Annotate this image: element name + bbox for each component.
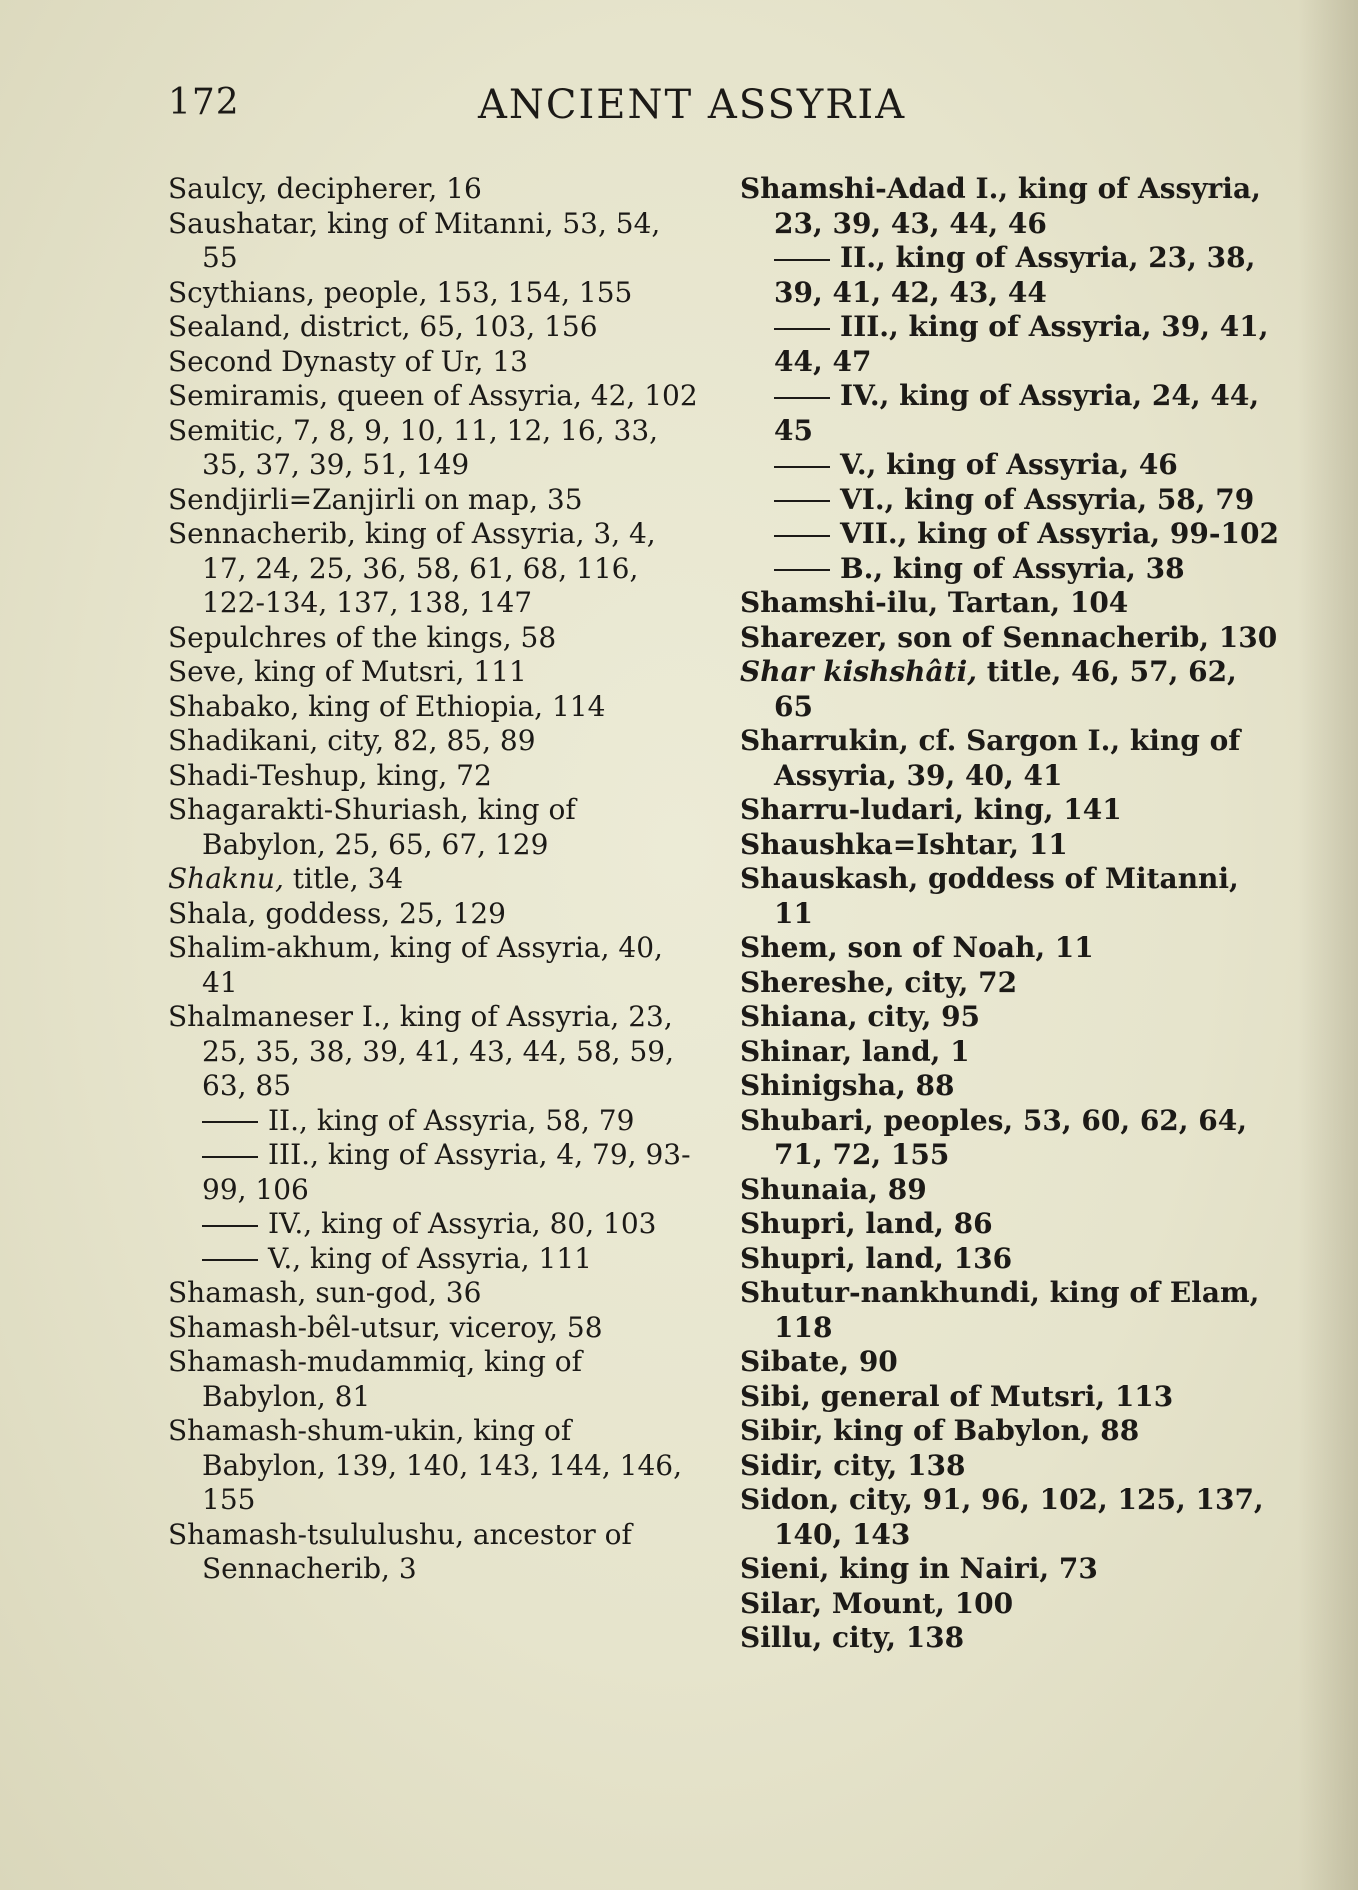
entry-heading: III., [268, 1138, 319, 1171]
entry-references: city, 72 [894, 965, 1018, 999]
entry-heading: Shamash-tsululushu, [168, 1517, 464, 1551]
index-entry [740, 1000, 1280, 1035]
entry-references: king of Assyria, 80, 103 [312, 1207, 657, 1240]
entry-heading: Semiramis, [168, 379, 329, 412]
entry-references: district, 65, 103, 156 [290, 310, 598, 343]
index-entry [168, 414, 698, 483]
entry-references: land, 86 [855, 1207, 993, 1240]
entry-heading: Sibate, [740, 1345, 850, 1378]
index-entry [168, 379, 698, 414]
index-entry [168, 517, 698, 621]
entry-heading: Shauskash, [740, 862, 919, 895]
index-subentry [168, 1242, 698, 1277]
index-entry [168, 690, 698, 725]
entry-heading: Shabako, [168, 689, 300, 723]
index-entry [740, 793, 1280, 828]
index-entry [740, 1069, 1280, 1104]
index-entry [740, 1242, 1280, 1277]
index-subentry [168, 1104, 698, 1139]
entry-references: king of Mitanni, 53, 54, 55 [202, 206, 661, 274]
entry-references: general of Mutsri, 113 [810, 1379, 1174, 1413]
entry-heading: Sibi, [740, 1379, 811, 1413]
entry-references: title, 34 [283, 862, 404, 895]
entry-references: peoples, 53, 60, 62, 64, 71, 72, 155 [774, 1103, 1247, 1171]
entry-references: decipherer, 16 [267, 172, 482, 205]
entry-heading: Shutur-nankhundi, [740, 1276, 1040, 1309]
entry-references: 88 [905, 1069, 955, 1102]
entry-references: viceroy, 58 [440, 1310, 603, 1344]
entry-heading: Second Dynasty of Ur, [168, 344, 484, 378]
index-entry [168, 621, 698, 656]
entry-references: city, 138 [822, 1621, 965, 1654]
entry-references: 7, 8, 9, 10, 11, 12, 16, 33, 35, 37, 39, 51, 149 [202, 413, 659, 481]
entry-references: king of Assyria, 46 [876, 448, 1178, 481]
entry-heading: Sepulchres [168, 620, 327, 654]
entry-heading: Shamshi-Adad I., [740, 172, 1009, 205]
index-column-left [168, 172, 698, 1587]
index-entry [168, 1414, 698, 1518]
page-number: 172 [168, 82, 240, 123]
entry-heading: Shubari, [740, 1103, 874, 1137]
index-subentry [740, 448, 1280, 483]
entry-heading: III., [840, 310, 899, 343]
index-subentry [740, 241, 1280, 310]
index-entry [740, 931, 1280, 966]
entry-references: son of Noah, 11 [837, 931, 1094, 964]
entry-heading: Sennacherib, [168, 517, 356, 550]
entry-heading: Sillu, [740, 1621, 823, 1654]
index-entry [168, 207, 698, 276]
entry-heading: Sharezer, [740, 620, 888, 654]
entry-heading: II., [840, 241, 886, 274]
entry-references: 89 [877, 1172, 927, 1206]
index-entry [740, 724, 1280, 793]
entry-references: 90 [849, 1345, 898, 1378]
entry-heading: Saulcy, [168, 172, 268, 205]
entry-heading: Sieni, [740, 1552, 830, 1585]
entry-references: on map, 35 [415, 482, 583, 516]
entry-heading: Sidir, [740, 1448, 824, 1482]
index-entry [168, 862, 698, 897]
entry-heading: Sibir, [740, 1414, 824, 1447]
entry-heading: Shamash-mudammiq, [168, 1345, 476, 1378]
entry-references: king of Assyria, 24, 44, 45 [774, 379, 1260, 447]
entry-references: ancestor of Sennacherib, 3 [202, 1517, 632, 1585]
index-entry [168, 793, 698, 862]
entry-references: son of Sennacherib, 130 [887, 620, 1278, 654]
index-subentry [740, 379, 1280, 448]
page-edge-shadow [1298, 0, 1358, 1890]
index-entry [740, 1104, 1280, 1173]
index-entry [740, 1483, 1280, 1552]
entry-references: king of Assyria, 39, 41, 44, 47 [774, 310, 1269, 378]
entry-references: people, 153, 154, 155 [314, 275, 633, 309]
entry-references: king of Assyria, 4, 79, 93-99, 106 [202, 1138, 691, 1206]
index-entry [168, 345, 698, 380]
entry-heading: Scythians, [168, 275, 315, 309]
index-entry [740, 1414, 1280, 1449]
index-entry [168, 655, 698, 690]
index-entry [168, 897, 698, 932]
entry-references: goddess of Mitanni, 11 [774, 862, 1239, 930]
entry-references: king of Assyria, 23, 39, 43, 44, 46 [774, 172, 1261, 240]
index-entry [740, 1035, 1280, 1070]
index-entry [740, 1621, 1280, 1656]
entry-references: king of Babylon, 81 [202, 1345, 583, 1413]
index-entry [740, 1345, 1280, 1380]
index-entry [168, 1311, 698, 1346]
entry-heading: Shamash-shum-ukin, [168, 1414, 465, 1447]
entry-references: Tartan, 104 [938, 586, 1129, 619]
index-entry [740, 172, 1280, 241]
running-title: ANCIENT ASSYRIA [478, 82, 907, 128]
entry-heading: Shadi-Teshup, [168, 758, 368, 792]
entry-references: king of Assyria, 99-102 [907, 517, 1279, 550]
entry-references: king of Assyria, 3, 4, 17, 24, 25, 36, 58, 61, 68, 116, 122-134, 137, 138, 147 [202, 517, 656, 619]
index-entry [740, 862, 1280, 931]
index-entry [168, 724, 698, 759]
entry-heading: Shadikani, [168, 724, 319, 757]
entry-references: of the kings, 58 [326, 620, 557, 654]
index-entry [168, 759, 698, 794]
entry-references: Mount, 100 [822, 1586, 1014, 1620]
entry-heading: II., [268, 1103, 308, 1137]
index-entry [740, 655, 1280, 724]
entry-heading: Sharrukin, [740, 724, 909, 757]
entry-heading: Shem, [740, 931, 838, 964]
entry-heading: Shereshe, [740, 965, 895, 999]
entry-references: king of Assyria, 23, 38, 39, 41, 42, 43, 44 [774, 241, 1256, 309]
entry-heading: IV., [268, 1207, 313, 1240]
entry-references: king of Ethiopia, 114 [299, 689, 606, 723]
entry-references: king of Babylon, 88 [823, 1414, 1140, 1447]
index-entry [168, 931, 698, 1000]
entry-heading: Shalim-akhum, [168, 931, 382, 964]
entry-heading: Shupri, [740, 1241, 856, 1275]
entry-heading: IV., [840, 379, 890, 412]
entry-references: land, 1 [852, 1034, 970, 1068]
entry-heading: VI., [840, 482, 895, 516]
entry-heading: Semitic, [168, 413, 285, 447]
index-entry [740, 1587, 1280, 1622]
index-entry [168, 1276, 698, 1311]
entry-heading: Shaushka=Ishtar, [740, 827, 1019, 861]
entry-references: king of Mutsri, 111 [245, 655, 527, 688]
entry-references: land, 136 [855, 1241, 1013, 1275]
entry-references: king of Assyria, 111 [301, 1241, 592, 1275]
entry-references: city, 138 [823, 1448, 966, 1482]
index-entry [740, 966, 1280, 1001]
entry-heading: Shinigsha, [740, 1069, 906, 1102]
entry-heading: Shupri, [740, 1207, 856, 1240]
index-subentry [740, 310, 1280, 379]
entry-references: king of Elam, 118 [774, 1276, 1260, 1344]
entry-references: king in Nairi, 73 [829, 1552, 1098, 1585]
entry-heading: Shamshi-ilu, [740, 586, 939, 619]
entry-heading: Silar, [740, 1586, 823, 1620]
entry-heading: Sidon, [740, 1483, 840, 1516]
entry-references: king of Babylon, 139, 140, 143, 144, 146, 155 [202, 1414, 682, 1516]
index-entry [168, 276, 698, 311]
entry-references: queen of Assyria, 42, 102 [328, 379, 698, 412]
entry-references: king of Assyria, 58, 79 [894, 482, 1255, 516]
entry-references: cf. Sargon I., king of Assyria, 39, 40, 41 [774, 724, 1241, 792]
index-entry [168, 310, 698, 345]
entry-heading: VII., [840, 517, 908, 550]
index-entry [740, 621, 1280, 656]
entry-references: king of Assyria, 38 [883, 551, 1185, 585]
entry-heading: Sharru-ludari, [740, 793, 965, 826]
entry-heading: Shamash-bêl-utsur, [168, 1310, 441, 1344]
entry-heading: Shunaia, [740, 1172, 878, 1206]
index-entry [740, 1380, 1280, 1415]
entry-references: king of Assyria, 23, 25, 35, 38, 39, 41, 43, 44, 58, 59, 63, 85 [202, 1000, 674, 1102]
entry-heading: Sendjirli=Zanjirli [168, 482, 416, 516]
index-entry [740, 1552, 1280, 1587]
entry-heading: V., [840, 448, 877, 481]
index-entry [740, 828, 1280, 863]
entry-references: goddess, 25, 129 [256, 896, 506, 930]
entry-references: king of Babylon, 25, 65, 67, 129 [202, 793, 576, 861]
entry-heading: Shalmaneser I., [168, 1000, 391, 1033]
index-entry [740, 1276, 1280, 1345]
index-entry [168, 483, 698, 518]
entry-heading: B., [840, 551, 884, 585]
entry-references: sun-god, 36 [306, 1276, 482, 1309]
index-subentry [740, 483, 1280, 518]
entry-heading: Shinar, [740, 1034, 853, 1068]
entry-heading: Shagarakti-Shuriash, [168, 793, 469, 826]
index-subentry [168, 1207, 698, 1242]
entry-heading: Shaknu, [168, 862, 284, 895]
entry-heading: Shar kishshâti, [740, 655, 977, 688]
entry-heading: Saushatar, [168, 206, 319, 240]
index-subentry [740, 517, 1280, 552]
index-subentry [740, 552, 1280, 587]
entry-references: 13 [483, 344, 528, 378]
entry-heading: Shamash, [168, 1276, 307, 1309]
index-column-right [740, 172, 1280, 1656]
index-entry [168, 1518, 698, 1587]
entry-heading: Shiana, [740, 1000, 858, 1033]
entry-references: title, 46, 57, 62, 65 [774, 655, 1237, 723]
entry-references: city, 95 [857, 1000, 981, 1033]
index-entry [168, 172, 698, 207]
entry-references: king of Assyria, 58, 79 [307, 1103, 635, 1137]
entry-heading: Seve, [168, 655, 246, 688]
index-entry [740, 1173, 1280, 1208]
index-entry [740, 1207, 1280, 1242]
entry-references: city, 82, 85, 89 [318, 724, 536, 757]
entry-references: king, 72 [367, 758, 492, 792]
page-header [168, 82, 1198, 132]
entry-references: king of Assyria, 40, 41 [202, 931, 663, 999]
entry-references: king, 141 [964, 793, 1122, 826]
index-entry [168, 1345, 698, 1414]
entry-heading: Sealand, [168, 310, 291, 343]
index-subentry [168, 1138, 698, 1207]
entry-references: city, 91, 96, 102, 125, 137, 140, 143 [774, 1483, 1264, 1551]
index-entry [740, 1449, 1280, 1484]
entry-references: 11 [1018, 827, 1068, 861]
index-entry [740, 586, 1280, 621]
entry-heading: V., [268, 1241, 302, 1275]
index-entry [168, 1000, 698, 1104]
entry-heading: Shala, [168, 896, 257, 930]
